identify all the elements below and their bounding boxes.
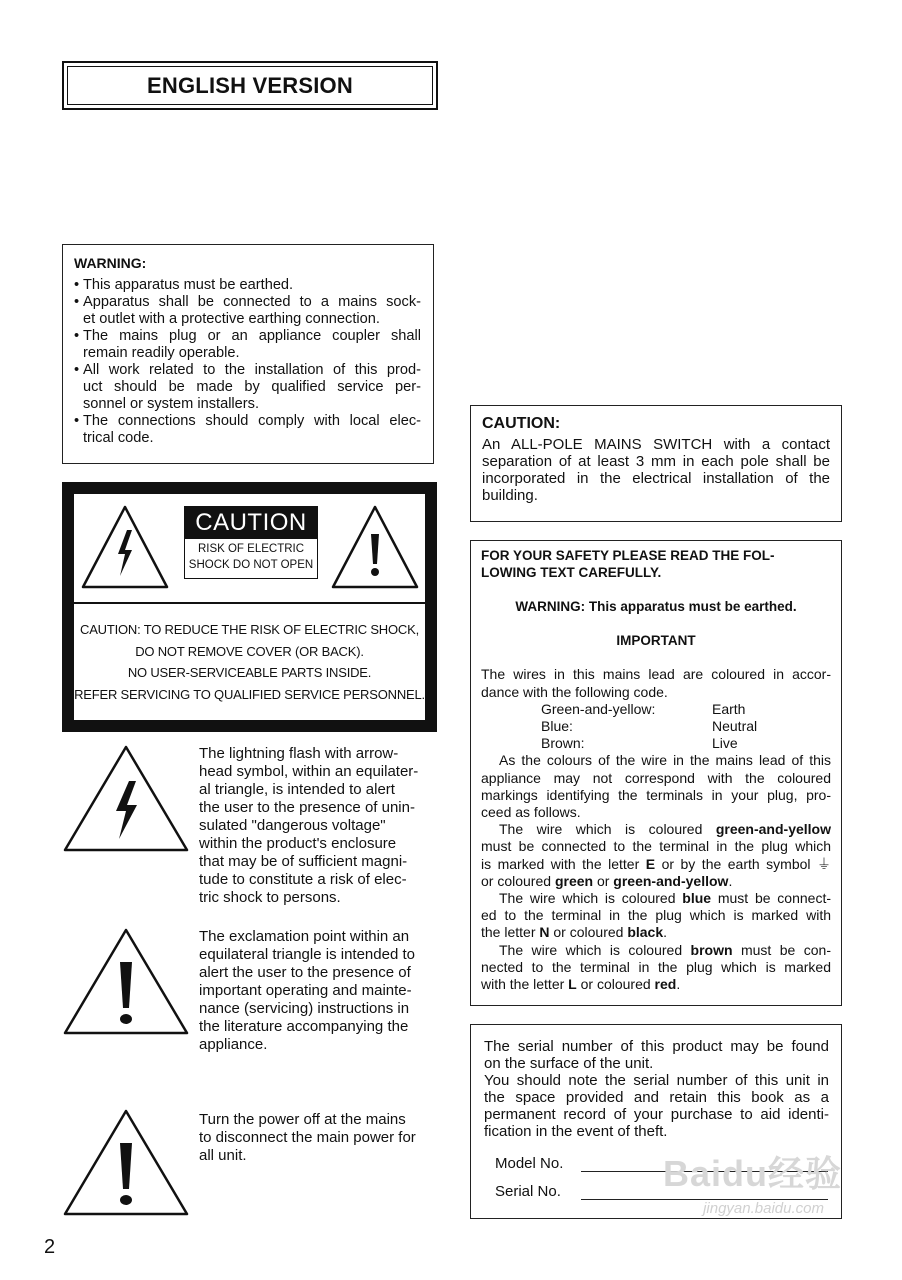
caution-subtext — [185, 539, 317, 573]
wire-code-row — [481, 701, 831, 718]
page-title: ENGLISH VERSION — [67, 66, 433, 105]
warning-item — [74, 413, 421, 447]
caution-sub-line: SHOCK DO NOT OPEN — [188, 559, 314, 571]
warning-line: • The mains plug or an appliance coupler shall — [83, 328, 421, 344]
caution-plate — [184, 506, 318, 579]
explanation-line: nance (servicing) instructions in — [199, 1000, 410, 1017]
paragraph-line: ceed as follows. — [481, 804, 581, 821]
safety-heading-line: LOWING TEXT CAREFULLY. — [481, 565, 662, 580]
explanation-line: tude to constitute a risk of elec- — [199, 871, 407, 888]
warning-triangle-icon — [62, 1107, 190, 1217]
warning-heading: WARNING: — [74, 255, 147, 271]
explanation-line: head symbol, within an equilater- — [199, 763, 419, 780]
live-wire-paragraph — [481, 942, 831, 994]
wire-meaning: Earth — [712, 700, 746, 717]
paragraph-line: the letter N or coloured black. — [481, 924, 668, 941]
caution-switch-line: An ALL-POLE MAINS SWITCH with a contact — [482, 436, 830, 453]
explanation-line: all unit. — [199, 1147, 247, 1164]
caution-text-line: CAUTION: TO REDUCE THE RISK OF ELECTRIC SHOCK, — [80, 622, 419, 637]
warning-line: • The connections should comply with local elec- — [83, 413, 421, 429]
exclamation-explanation — [199, 928, 435, 1054]
warning-item — [74, 328, 421, 362]
neutral-wire-paragraph — [481, 890, 831, 942]
explanation-line: to disconnect the main power for — [199, 1129, 416, 1146]
intro-line: The wires in this mains lead are coloured in accor- — [481, 666, 831, 683]
wire-colour: Brown: — [541, 735, 585, 752]
intro-line: dance with the following code. — [481, 683, 668, 700]
explanation-line: tric shock to persons. — [199, 889, 341, 906]
explanation-line: sulated "dangerous voltage" — [199, 817, 386, 834]
serial-line: the space provided and retain this book as a — [484, 1089, 829, 1106]
warning-line: trical code. — [83, 430, 154, 446]
warning-line: • This apparatus must be earthed. — [83, 277, 294, 293]
wire-code-row — [481, 718, 831, 735]
explanation-line: The exclamation point within an — [199, 928, 410, 945]
wire-code-row — [481, 735, 831, 752]
lightning-triangle-icon — [80, 504, 170, 590]
warning-line: • Apparatus shall be connected to a mains sock- — [83, 294, 421, 310]
lightning-symbol-icon — [62, 743, 190, 853]
serial-line: You should note the serial number of this unit in — [484, 1072, 829, 1089]
colour-paragraph — [481, 752, 831, 821]
exclamation-symbol-icon — [62, 926, 190, 1036]
watermark-logo: Baidu经验 — [662, 1153, 842, 1194]
warning-item — [74, 277, 421, 294]
paragraph-line: appliance may not correspond with the coloured — [481, 769, 831, 786]
paragraph-line: is marked with the letter E or by the earth symbol ⏚ — [481, 855, 831, 872]
paragraph-line: markings identifying the terminals in your plug, pro- — [481, 786, 831, 803]
warning-line: sonnel or system installers. — [83, 396, 260, 412]
explanation-line: Turn the power off at the mains — [199, 1111, 406, 1128]
caution-switch-box — [470, 405, 842, 522]
explanation-line: important operating and mainte- — [199, 982, 412, 999]
warning-line: • All work related to the installation of this prod- — [83, 362, 421, 378]
wire-colour: Blue: — [541, 718, 573, 735]
paragraph-line: must be connected to the terminal in the plug which — [481, 838, 831, 855]
caution-word: CAUTION — [185, 507, 317, 539]
page-number: 2 — [44, 1236, 56, 1258]
paragraph-line: As the colours of the wire in the mains lead of this — [499, 752, 831, 769]
paragraph-line: The wire which is coloured brown must be con- — [499, 941, 831, 958]
warning-item — [74, 294, 421, 328]
caution-text-line: NO USER-SERVICEABLE PARTS INSIDE. — [127, 665, 372, 680]
power-explanation — [199, 1111, 435, 1165]
warning-line: et outlet with a protective earthing connection. — [83, 311, 380, 327]
caution-switch-heading: CAUTION: — [482, 415, 561, 432]
caution-text-line: DO NOT REMOVE COVER (OR BACK). — [135, 643, 364, 659]
exclamation-triangle-icon — [330, 504, 420, 590]
caution-label — [62, 482, 437, 732]
caution-label-top — [74, 494, 425, 602]
explanation-line: the user to the presence of unin- — [199, 799, 415, 816]
warning-box — [62, 244, 434, 464]
warning-item — [74, 362, 421, 413]
caution-text-line: REFER SERVICING TO QUALIFIED SERVICE PERSONNEL. — [74, 686, 425, 702]
paragraph-line: ed to the terminal in the plug which is marked with — [481, 907, 831, 924]
important-heading: IMPORTANT — [616, 633, 696, 649]
wire-colour: Green-and-yellow: — [541, 700, 656, 717]
explanation-line: alert the user to the presence of — [199, 964, 411, 981]
caution-label-text — [74, 604, 425, 720]
serial-line: permanent record of your purchase to aid identi- — [484, 1106, 829, 1123]
explanation-line: appliance. — [199, 1036, 268, 1053]
paragraph-line: nected to the terminal in the plug which is marked — [481, 958, 831, 975]
safety-heading-line: FOR YOUR SAFETY PLEASE READ THE FOL- — [481, 548, 775, 563]
caution-switch-line: separation of at least 3 mm in each pole shall be — [482, 453, 830, 470]
explanation-line: The lightning flash with arrow- — [199, 745, 399, 762]
explanation-line: the literature accompanying the — [199, 1018, 409, 1035]
explanation-line: al triangle, is intended to alert — [199, 781, 395, 798]
safety-heading — [481, 547, 831, 581]
warning-line: remain readily operable. — [83, 345, 240, 361]
wire-meaning: Live — [712, 735, 738, 752]
caution-switch-line: incorporated in the electrical installation of the — [482, 470, 830, 487]
serial-line: The serial number of this product may be found — [484, 1038, 829, 1055]
intro-paragraph — [481, 666, 831, 700]
serial-line: on the surface of the unit. — [484, 1055, 654, 1072]
warning-line: uct should be made by qualified service per- — [83, 379, 421, 395]
lightning-explanation — [199, 745, 435, 907]
explanation-line: within the product's enclosure — [199, 835, 397, 852]
paragraph-line: The wire which is coloured blue must be connect- — [499, 890, 831, 907]
paragraph-line: The wire which is coloured green-and-yellow — [499, 821, 831, 838]
serial-line: fication in the event of theft. — [484, 1123, 668, 1140]
safety-warning-line: WARNING: This apparatus must be earthed. — [515, 599, 797, 614]
explanation-line: equilateral triangle is intended to — [199, 946, 415, 963]
earth-wire-paragraph — [481, 821, 831, 890]
caution-sub-line: RISK OF ELECTRIC — [197, 543, 305, 555]
explanation-line: that may be of sufficient magni- — [199, 853, 408, 870]
safety-box — [470, 540, 842, 1006]
serial-number-label: Serial No. — [495, 1183, 561, 1200]
paragraph-line: with the letter L or coloured red. — [481, 976, 681, 993]
paragraph-line: or coloured green or green-and-yellow. — [481, 872, 733, 889]
watermark-url: jingyan.baidu.com — [703, 1200, 824, 1217]
model-number-label: Model No. — [495, 1155, 564, 1172]
wire-meaning: Neutral — [712, 718, 758, 735]
caution-switch-line: building. — [482, 487, 538, 504]
earth-symbol-icon: ⏚ — [817, 855, 831, 872]
title-frame — [62, 61, 438, 110]
